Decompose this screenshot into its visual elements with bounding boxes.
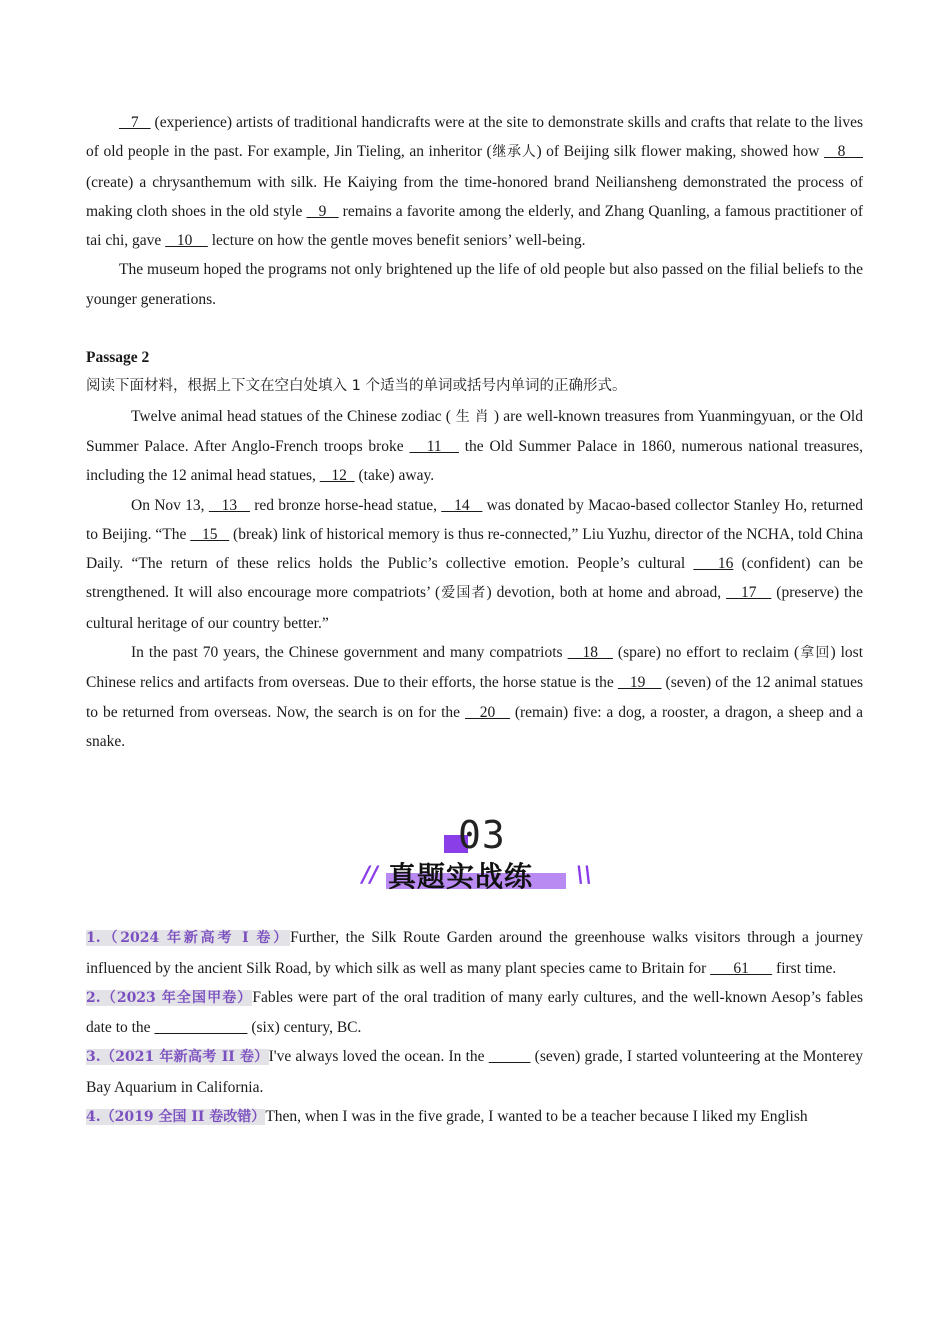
text-run: (break) link of historical memory is thus re-connected,” Liu Yuzhu, director of the NCHA, told China Daily. “The return of these relics holds the Public’s collective emotion. People’s cultural <box>86 525 864 573</box>
answer-blank: 12 <box>319 467 355 485</box>
text-run: ) lost Chinese relics and artifacts from overseas. Due to their efforts, the horse statue is the <box>86 644 864 692</box>
passage2-paragraph2 <box>86 491 863 638</box>
answer-blank: 20 <box>464 703 510 721</box>
slash-decoration-right: \\ <box>576 863 593 889</box>
text-run: (create) a chrysanthemum with silk. He Kaiying from the time-honored brand Neiliansheng demonstrated the process of making cloth shoes in the old style <box>86 173 863 220</box>
text-run: (take) away. <box>354 467 435 485</box>
passage1-paragraph2: The museum hoped the programs not only brightened up the life of old people but also passed on the filial beliefs to the younger generations. <box>86 261 863 308</box>
text-run: Further, the Silk Route Garden around the greenhouse walks visitors through a journey influenced by the ancient Silk Road, by which silk as well as many plant species came to Britain for <box>86 929 863 977</box>
text-run: remains a favorite among the elderly, and Zhang Quanling, a famous practitioner of tai chi, gave <box>86 202 863 250</box>
text-run: (seven) of the 12 animal statues to be returned from overseas. Now, the search is on for the <box>86 674 863 721</box>
section-title: 真题实战练 <box>388 860 534 894</box>
chinese-gloss: 爱国者 <box>440 585 487 602</box>
text-run: red bronze horse-head statue, <box>249 496 442 514</box>
text-run: Then, when I was in the five grade, I wanted to be a teacher because I liked my English <box>265 1108 808 1126</box>
question-item <box>86 1102 863 1132</box>
answer-blank: 7 <box>119 114 151 131</box>
answer-blank <box>154 1019 247 1036</box>
passage2-paragraph1 <box>86 402 863 491</box>
question-item <box>86 923 863 983</box>
answer-blank: 15 <box>190 525 230 543</box>
question-list <box>86 923 863 1132</box>
text-run: the Old Summer Palace in 1860, numerous national treasures, including the 12 animal head statues, <box>86 437 863 485</box>
text-run: ) of Beijing silk flower making, showed how <box>536 143 824 161</box>
section-number: 03 <box>458 813 506 858</box>
text-run: On Nov 13, <box>131 496 209 514</box>
question-label: 3.（2021 年新高考 II 卷） <box>86 1049 269 1066</box>
question-label: 4.（2019 全国 II 卷改错） <box>86 1109 266 1126</box>
answer-blank: 19 <box>617 674 662 692</box>
answer-blank: 11 <box>409 437 459 455</box>
answer-blank: 16 <box>693 555 734 573</box>
text-run: lecture on how the gentle moves benefit seniors’ well-being. <box>207 232 586 250</box>
text-run: I've always loved the ocean. In the <box>268 1048 489 1066</box>
answer-blank: 9 <box>306 202 339 220</box>
answer-blank: 10 <box>165 232 208 250</box>
passage2-instruction: 阅读下面材料，根据上下文在空白处填入 1 个适当的单词或括号内单词的正确形式。 <box>86 378 627 395</box>
text-run: ) are well-known treasures from Yuanmingyuan, or the Old Summer Palace. After Anglo-French troops broke <box>86 407 863 455</box>
text-run: In the past 70 years, the Chinese government and many compatriots <box>131 644 568 662</box>
answer-blank <box>489 1048 531 1065</box>
answer-blank: 13 <box>208 496 250 514</box>
text-run: (experience) artists of traditional handicrafts were at the site to demonstrate skills and crafts that relate to the lives of old people in the past. For example, Jin Tieling, an inheritor ( <box>86 114 863 161</box>
text-run: ) devotion, both at home and abroad, <box>486 584 727 602</box>
chinese-gloss: 继承人 <box>491 144 537 161</box>
text-run: (remain) five: a dog, a rooster, a dragon, a sheep and a snake. <box>86 703 863 750</box>
answer-blank: 14 <box>441 496 483 514</box>
text-run: (confident) can be strengthened. It will also encourage more compatriots’ ( <box>86 555 864 602</box>
answer-blank: 61 <box>710 959 773 977</box>
section-banner <box>86 813 863 923</box>
text-run: (spare) no effort to reclaim ( <box>612 644 800 662</box>
question-item <box>86 983 863 1043</box>
document-page <box>86 108 863 1132</box>
text-run: first time. <box>772 959 837 977</box>
text-run: Fables were part of the oral tradition of many early cultures, and the well-known Aesop’s fables date to the <box>86 988 863 1037</box>
question-label: 1.（2024 年新高考 I 卷） <box>86 930 291 947</box>
slash-decoration-left: // <box>362 863 379 889</box>
answer-blank: 8 <box>823 143 864 161</box>
passage2-paragraph3 <box>86 638 863 756</box>
text-run: (seven) grade, I started volunteering at the Monterey Bay Aquarium in California. <box>86 1048 864 1096</box>
text-run: (six) century, BC. <box>247 1019 362 1037</box>
text-run: was donated by Macao-based collector Stanley Ho, returned to Beijing. “The <box>86 496 864 543</box>
text-run: (preserve) the cultural heritage of our country better.” <box>86 584 863 632</box>
answer-blank: 17 <box>726 584 772 602</box>
passage1-paragraph1 <box>86 108 863 255</box>
chinese-gloss: 生 肖 <box>450 408 494 425</box>
text-run: Twelve animal head statues of the Chinese zodiac ( <box>131 407 451 425</box>
question-item <box>86 1042 863 1102</box>
answer-blank: 18 <box>567 644 613 662</box>
question-label: 2.（2023 年全国甲卷） <box>86 989 253 1006</box>
passage2-heading: Passage 2 <box>86 349 150 367</box>
chinese-gloss: 拿回 <box>799 645 831 662</box>
